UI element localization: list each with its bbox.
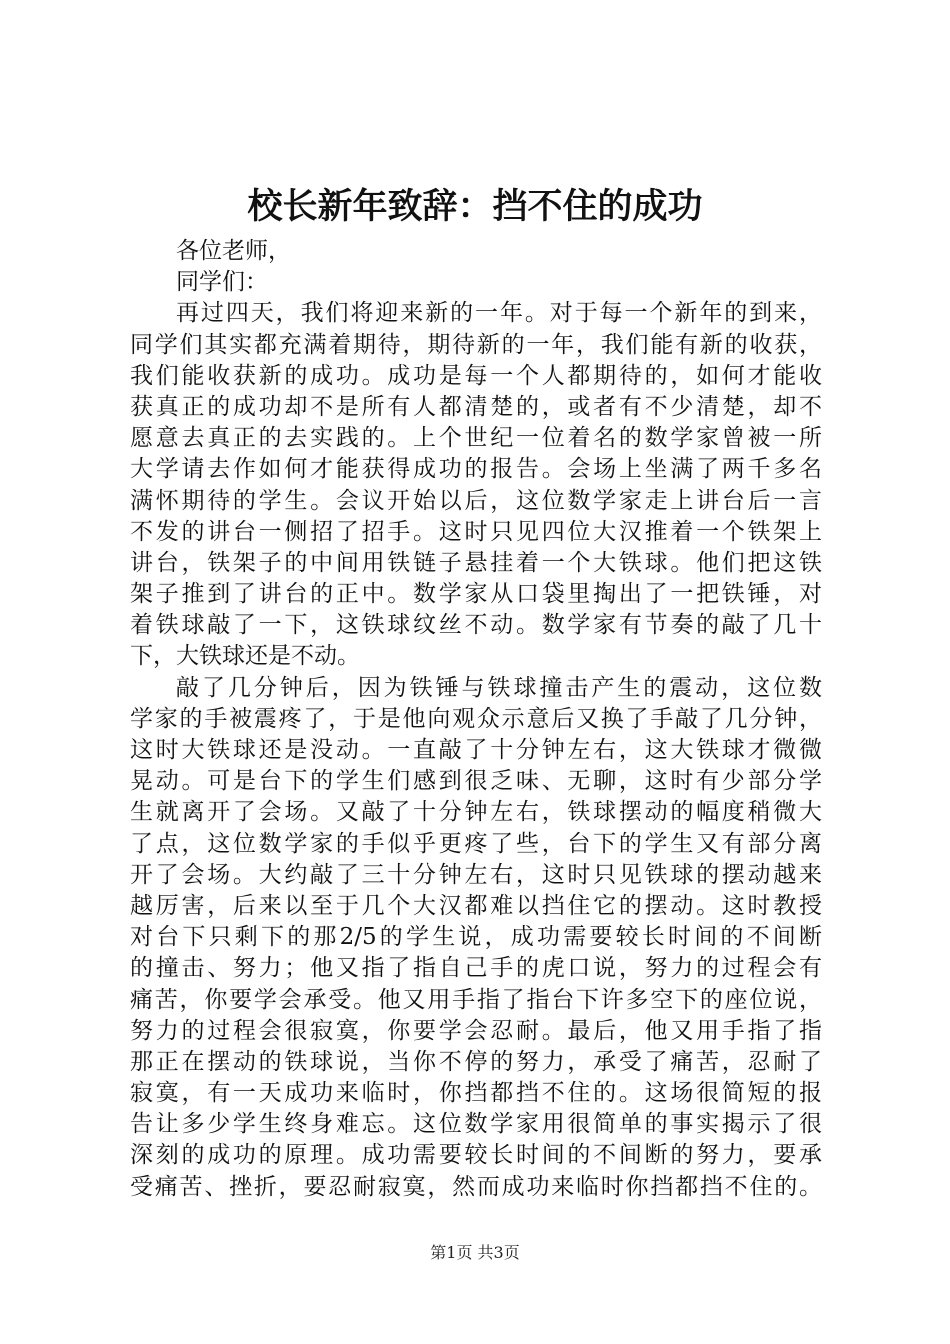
paragraph-1 xyxy=(130,298,822,672)
paragraph-line: 告让多少学生终身难忘。这位数学家用很简单的事实揭示了很 xyxy=(130,1111,822,1138)
paragraph-line: 学家的手被震疼了，于是他向观众示意后又换了手敲了几分钟， xyxy=(130,705,822,732)
paragraph-line: 这时大铁球还是没动。一直敲了十分钟左右，这大铁球才微微 xyxy=(130,737,822,763)
paragraph-line: 了点，这位数学家的手似乎更疼了些，台下的学生又有部分离 xyxy=(130,830,822,857)
paragraph-line: 那正在摆动的铁球说，当你不停的努力，承受了痛苦，忍耐了 xyxy=(130,1048,822,1075)
paragraph-line: 越厉害，后来以至于几个大汉都难以挡住它的摆动。这时教授 xyxy=(130,892,822,919)
paragraph-line: 愿意去真正的去实践的。上个世纪一位着名的数学家曾被一所 xyxy=(130,425,822,452)
paragraph-line: 受痛苦、挫折，要忍耐寂寞，然而成功来临时你挡都挡不住的。 xyxy=(130,1173,822,1200)
paragraph-line: 满怀期待的学生。会议开始以后，这位数学家走上讲台后一言 xyxy=(130,487,822,514)
document-title: 校长新年致辞：挡不住的成功 xyxy=(247,186,703,227)
paragraph-line: 晃动。可是台下的学生们感到很乏味、无聊，这时有少部分学 xyxy=(130,768,822,795)
paragraph-line: 着铁球敲了一下，这铁球纹丝不动。数学家有节奏的敲了几十 xyxy=(130,612,822,639)
paragraph-line: 讲台，铁架子的中间用铁链子悬挂着一个大铁球。他们把这铁 xyxy=(130,549,822,576)
document-body xyxy=(130,236,822,1203)
paragraph-line: 架子推到了讲台的正中。数学家从口袋里掏出了一把铁锤，对 xyxy=(130,581,822,608)
paragraph-line: 大学请去作如何才能获得成功的报告。会场上坐满了两千多名 xyxy=(130,456,822,483)
paragraph-2 xyxy=(130,673,822,1203)
paragraph-line: 我们能收获新的成功。成功是每一个人都期待的，如何才能收 xyxy=(130,362,822,389)
paragraph-line: 开了会场。大约敲了三十分钟左右，这时只见铁球的摆动越来 xyxy=(130,861,822,888)
salutation-line: 同学们： xyxy=(176,269,268,296)
paragraph-line: 痛苦，你要学会承受。他又用手指了指台下许多空下的座位说， xyxy=(130,986,822,1013)
paragraph-line-last: 下，大铁球还是不动。 xyxy=(130,643,360,670)
salutation-line: 各位老师， xyxy=(176,238,291,264)
paragraph-line: 同学们其实都充满着期待，期待新的一年，我们能有新的收获， xyxy=(130,331,822,358)
paragraph-line: 深刻的成功的原理。成功需要较长时间的不间断的努力，要承 xyxy=(130,1142,822,1169)
paragraph-line: 生就离开了会场。又敲了十分钟左右，铁球摆动的幅度稍微大 xyxy=(130,799,822,826)
paragraph-line: 的撞击、努力；他又指了指自己手的虎口说，努力的过程会有 xyxy=(130,955,822,982)
paragraph-line: 努力的过程会很寂寞，你要学会忍耐。最后，他又用手指了指 xyxy=(130,1017,822,1044)
paragraph-line: 对台下只剩下的那2/5的学生说，成功需要较长时间的不间断 xyxy=(130,924,822,951)
paragraph-line: 不发的讲台一侧招了招手。这时只见四位大汉推着一个铁架上 xyxy=(130,518,822,545)
paragraph-line: 再过四天，我们将迎来新的一年。对于每一个新年的到来， xyxy=(176,300,822,327)
paragraph-line: 寂寞，有一天成功来临时，你挡都挡不住的。这场很简短的报 xyxy=(130,1080,822,1107)
page-footer: 第1页 共3页 xyxy=(430,1243,520,1262)
paragraph-line: 获真正的成功却不是所有人都清楚的，或者有不少清楚，却不 xyxy=(130,393,822,420)
paragraph-line: 敲了几分钟后，因为铁锤与铁球撞击产生的震动，这位数 xyxy=(176,674,822,701)
